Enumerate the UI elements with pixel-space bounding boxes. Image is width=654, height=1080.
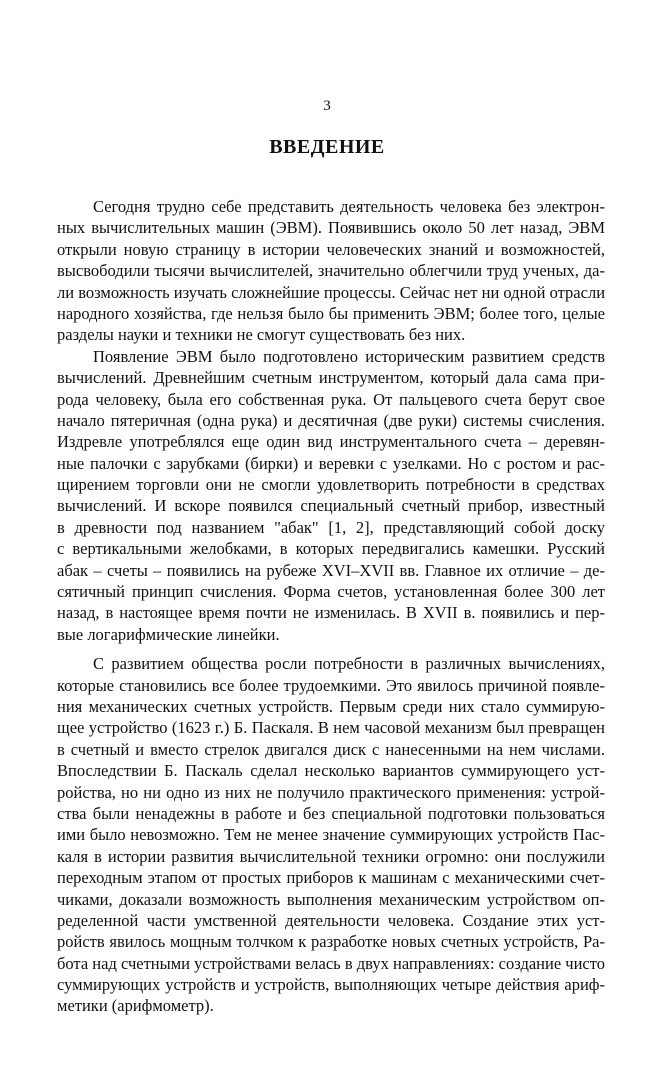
text-line: суммирующих устройств и устройств, выполняющих четыре действия ариф- bbox=[57, 975, 605, 995]
text-line: в счетный и вместо стрелок двигался диск с нанесенными на нем числами. bbox=[57, 739, 605, 759]
text-line: ния механических счетных устройств. Первым среди них стало суммирую- bbox=[57, 696, 605, 716]
text-line: ройства, но ни одно из них не получило практического применения: устрой- bbox=[57, 782, 605, 802]
text-line: С развитием общества росли потребности в различных вычислениях, bbox=[93, 654, 605, 674]
text-line: в древности под названием "абак" [1, 2], представляющий собой доску bbox=[57, 517, 605, 537]
text-line: ройств явилось мощным толчком к разработке новых счетных устройств, Ра- bbox=[57, 932, 605, 952]
text-line: ими было невозможно. Тем не менее значение суммирующих устройств Пас- bbox=[57, 825, 605, 845]
paragraph-3 bbox=[57, 653, 605, 1017]
body-text bbox=[57, 196, 605, 1017]
text-line: ства были ненадежны в работе и без специальной подготовки пользоваться bbox=[57, 803, 605, 823]
text-line: абак – счеты – появились на рубеже XVI–XVII вв. Главное их отличие – де- bbox=[57, 560, 605, 580]
text-line: ные палочки с зарубками (бирки) и веревки с узелками. Но с ростом и рас- bbox=[57, 453, 605, 473]
chapter-title: ВВЕДЕНИЕ bbox=[269, 136, 385, 158]
text-line: Впоследствии Б. Паскаль сделал несколько вариантов суммирующего уст- bbox=[57, 761, 605, 781]
text-line: ределенной части умственной деятельности человека. Создание этих уст- bbox=[57, 910, 605, 930]
text-line: щирением торговли они не смогли удовлетворить потребности в средствах bbox=[57, 475, 605, 495]
text-line: вычислений. И вскоре появился специальный счетный прибор, известный bbox=[57, 496, 605, 516]
text-line: Издревле употреблялся еще один вид инструментального счета – деревян- bbox=[57, 432, 605, 452]
paragraph-2 bbox=[57, 346, 605, 645]
text-line: рода человеку, была его собственная рука. От пальцевого счета берут свое bbox=[57, 389, 605, 409]
text-line: высвободили тысячи вычислителей, значительно облегчили труд ученых, да- bbox=[57, 261, 605, 281]
text-line: народного хозяйства, где нельзя было бы применить ЭВМ; более того, целые bbox=[57, 303, 605, 323]
text-line: которые становились все более трудоемкими. Это явилось причиной появле- bbox=[57, 675, 605, 695]
text-line: вые логарифмические линейки. bbox=[57, 624, 280, 644]
page-number: 3 bbox=[323, 98, 331, 114]
paragraph-1 bbox=[57, 196, 605, 346]
text-line: сятичный принцип счисления. Форма счетов, установленная более 300 лет bbox=[57, 582, 605, 602]
text-line: переходным этапом от простых приборов к машинам с механическими счет- bbox=[57, 868, 605, 888]
text-line: назад, в настоящее время почти не изменилась. В XVII в. появились и пер- bbox=[57, 603, 605, 623]
text-line: Появление ЭВМ было подготовлено историческим развитием средств bbox=[93, 346, 605, 366]
text-line: разделы науки и техники не смогут существовать без них. bbox=[57, 325, 466, 345]
text-line: каля в истории развития вычислительной техники огромно: они послужили bbox=[57, 846, 605, 866]
text-line: щее устройство (1623 г.) Б. Паскаля. В нем часовой механизм был превращен bbox=[57, 718, 605, 738]
text-line: чиками, доказали возможность выполнения механическим устройством оп- bbox=[57, 889, 605, 909]
text-line: Сегодня трудно себе представить деятельность человека без электрон- bbox=[93, 197, 605, 216]
text-line: ных вычислительных машин (ЭВМ). Появившись около 50 лет назад, ЭВМ bbox=[57, 218, 605, 238]
text-line: открыли новую страницу в истории человеческих знаний и возможностей, bbox=[57, 239, 605, 259]
text-line: с вертикальными желобками, в которых передвигались камешки. Русский bbox=[57, 539, 605, 559]
text-line: начало пятеричная (одна рука) и десятичная (две руки) системы счисления. bbox=[57, 410, 605, 430]
text-line: бота над счетными устройствами велась в двух направлениях: создание чисто bbox=[57, 953, 605, 973]
text-line: ли возможность изучать сложнейшие процессы. Сейчас нет ни одной отрасли bbox=[57, 282, 606, 302]
text-line: метики (арифмометр). bbox=[57, 996, 214, 1016]
text-line: вычислений. Древнейшим счетным инструментом, который дала сама при- bbox=[57, 368, 605, 388]
